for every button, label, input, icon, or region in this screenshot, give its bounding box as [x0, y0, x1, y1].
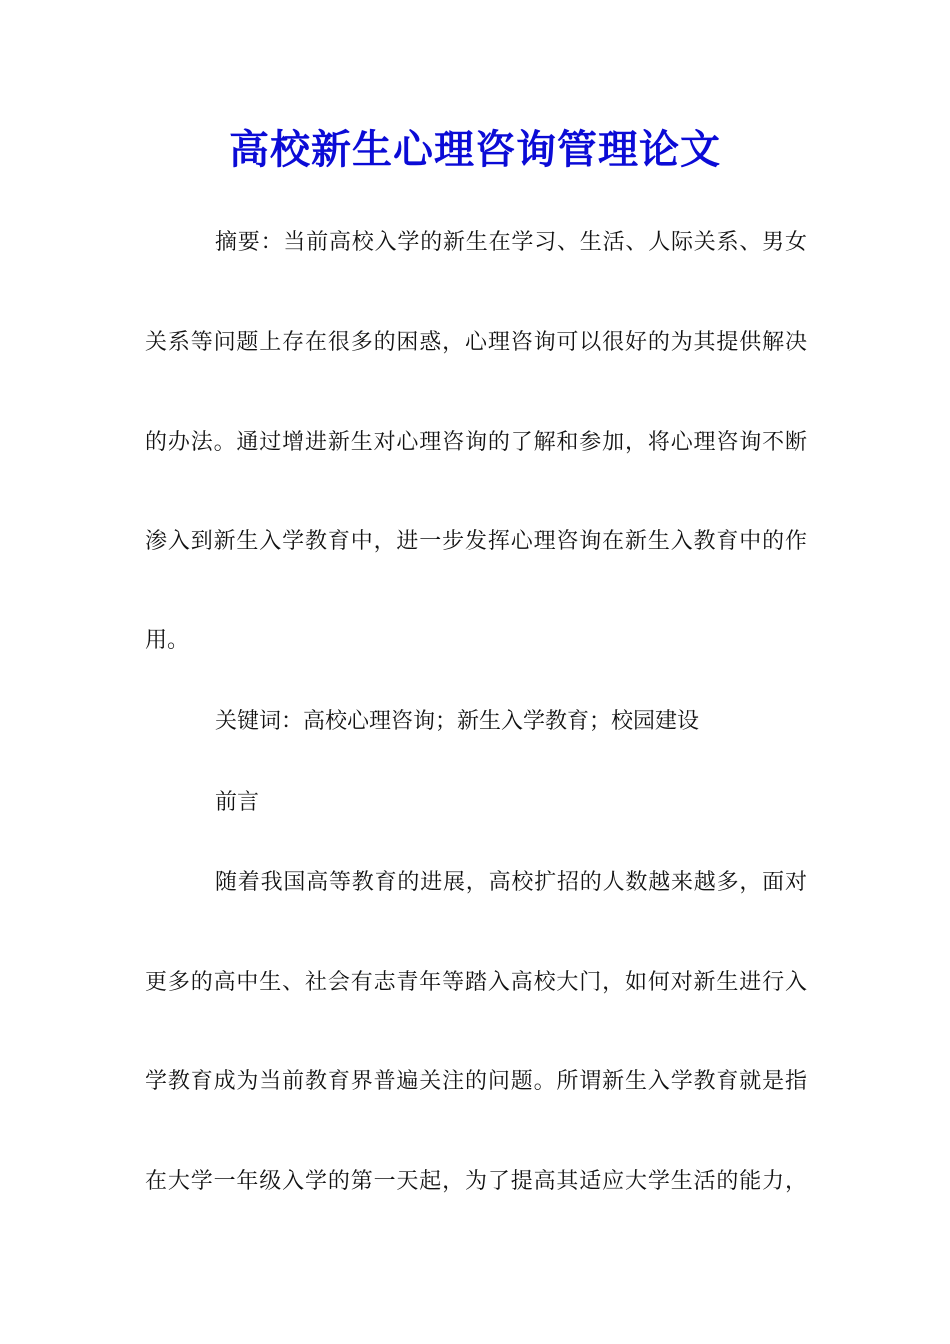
abstract-line-4: 渗入到新生入学教育中，进一步发挥心理咨询在新生入教育中的作 — [145, 529, 807, 554]
intro-line-4: 在大学一年级入学的第一天起，为了提高其适应大学生活的能力， — [145, 1169, 807, 1194]
intro-line-2: 更多的高中生、社会有志青年等踏入高校大门，如何对新生进行入 — [145, 970, 807, 995]
keywords-line: 关键词：高校心理咨询；新生入学教育；校园建设 — [215, 709, 700, 734]
abstract-line-3: 的办法。通过增进新生对心理咨询的了解和参加，将心理咨询不断 — [145, 430, 807, 455]
document-title: 高校新生心理咨询管理论文 — [229, 126, 721, 173]
abstract-line-2: 关系等问题上存在很多的困惑，心理咨询可以很好的为其提供解决 — [145, 330, 807, 355]
intro-line-3: 学教育成为当前教育界普遍关注的问题。所谓新生入学教育就是指 — [145, 1069, 807, 1094]
document-body — [145, 0, 807, 1344]
intro-line-1: 随着我国高等教育的进展，高校扩招的人数越来越多，面对 — [215, 870, 807, 895]
preface-heading: 前言 — [215, 790, 260, 815]
abstract-line-1: 摘要：当前高校入学的新生在学习、生活、人际关系、男女 — [215, 230, 807, 255]
abstract-line-5: 用。 — [145, 628, 190, 653]
